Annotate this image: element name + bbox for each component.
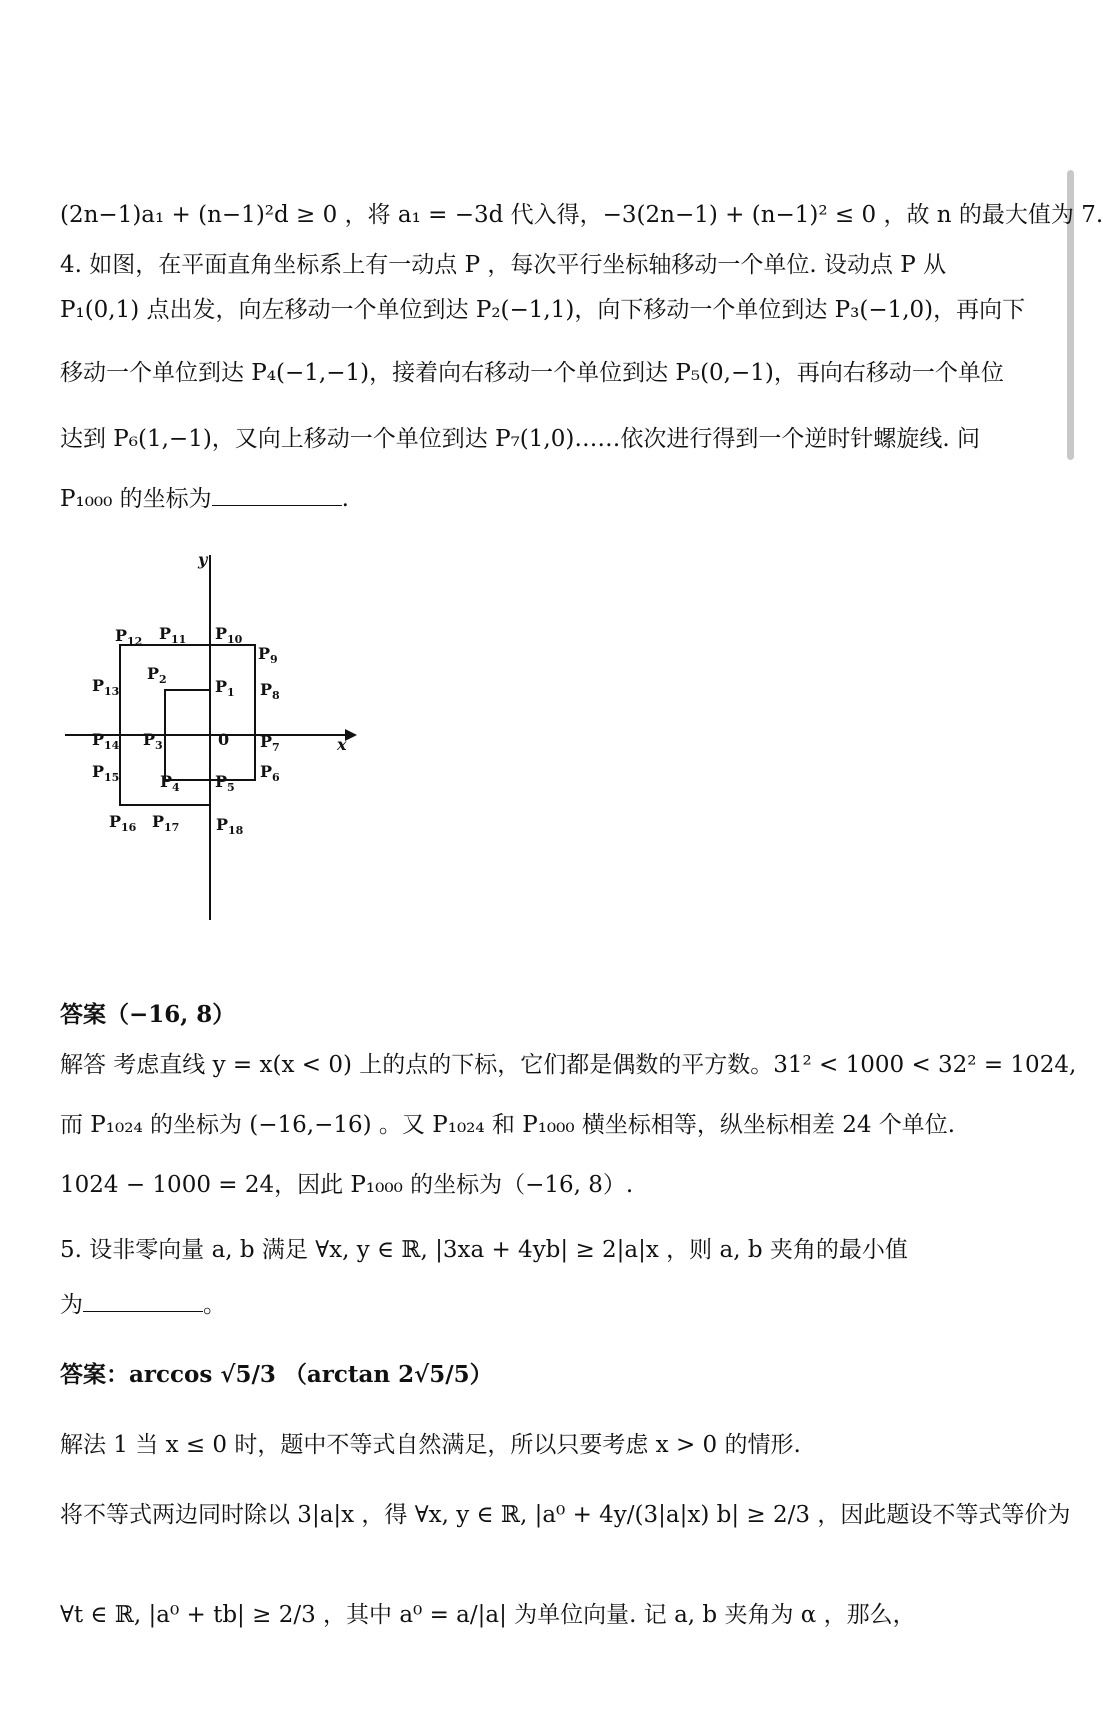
point-label-p18: $P_{18}$ <box>216 815 244 837</box>
point-label-p6: $P_6$ <box>260 762 280 784</box>
question-5-line-2 <box>60 1290 226 1320</box>
point-label-p15: $P_{15}$ <box>92 762 120 784</box>
x-axis-arrow-icon <box>345 729 357 741</box>
question-4-line-5 <box>60 484 349 514</box>
method-1-line-2: 将不等式两边同时除以 3|a|x ，得 ∀x, y ∈ ℝ, |a⁰ + 4y/(3|a|x) b| ≥ 2/3 ，因此题设不等式等价为 <box>60 1502 1071 1528</box>
point-label-p11: $P_{11}$ <box>159 624 187 646</box>
point-label-p10: $P_{10}$ <box>215 624 243 646</box>
question-5-period: 。 <box>203 1292 226 1318</box>
point-label-p7: $P_7$ <box>260 732 280 754</box>
question-4-period: . <box>341 486 349 512</box>
question-5-line-1: 5. 设非零向量 a, b 满足 ∀x, y ∈ ℝ, |3xa + 4yb| ≥ 2|a|x ，则 a, b 夹角的最小值 <box>60 1237 908 1263</box>
point-label-p2: $P_2$ <box>147 664 167 686</box>
point-label-p4: $P_4$ <box>160 772 180 794</box>
answer-blank-4 <box>212 487 342 506</box>
point-label-p17: $P_{17}$ <box>152 812 180 834</box>
answer-4: 答案（−16, 8） <box>60 1001 236 1028</box>
solution-4-line-2: 而 P₁₀₂₄ 的坐标为 (−16,−16) 。又 P₁₀₂₄ 和 P₁₀₀₀ 横坐标相等，纵坐标相差 24 个单位. <box>60 1112 956 1138</box>
point-label-p12: $P_{12}$ <box>115 626 143 648</box>
point-label-p5: $P_5$ <box>215 772 235 794</box>
question-4-line-3: 移动一个单位到达 P₄(−1,−1)，接着向右移动一个单位到达 P₅(0,−1)，再向右移动一个单位 <box>60 360 1004 386</box>
solution-4-line-3: 1024 − 1000 = 24，因此 P₁₀₀₀ 的坐标为（−16, 8）. <box>60 1172 634 1198</box>
method-1-line-1: 解法 1 当 x ≤ 0 时，题中不等式自然满足，所以只要考虑 x > 0 的情形. <box>60 1432 801 1458</box>
point-label-p8: $P_8$ <box>260 680 280 702</box>
point-label-p9: $P_9$ <box>258 644 278 666</box>
point-label-p1: $P_1$ <box>215 677 235 699</box>
spiral-diagram <box>65 550 365 925</box>
question-4-line-2: P₁(0,1) 点出发，向左移动一个单位到达 P₂(−1,1)，向下移动一个单位到达 P₃(−1,0)，再向下 <box>60 297 1026 323</box>
question-5-prompt: 为 <box>60 1292 83 1318</box>
point-label-p13: $P_{13}$ <box>92 676 120 698</box>
origin-label: 0 <box>218 730 230 749</box>
method-1-line-3: ∀t ∈ ℝ, |a⁰ + tb| ≥ 2/3 ，其中 a⁰ = a/|a| 为单位向量. 记 a, b 夹角为 α ，那么， <box>60 1602 916 1628</box>
answer-5: 答案：arccos √5/3 （arctan 2√5/5） <box>60 1361 493 1388</box>
point-label-p14: $P_{14}$ <box>92 730 120 752</box>
question-4-prompt: P₁₀₀₀ 的坐标为 <box>60 486 212 512</box>
question-4-line-1: 4. 如图，在平面直角坐标系上有一动点 P ，每次平行坐标轴移动一个单位. 设动点 P 从 <box>60 252 947 278</box>
spiral-path <box>120 645 255 805</box>
x-axis-label: x <box>337 735 347 754</box>
question-4-line-4: 达到 P₆(1,−1)，又向上移动一个单位到达 P₇(1,0)……依次进行得到一个逆时针螺旋线. 问 <box>60 426 980 452</box>
point-label-p3: $P_3$ <box>143 730 163 752</box>
point-label-p16: $P_{16}$ <box>109 812 137 834</box>
y-axis-label: y <box>198 550 208 569</box>
answer-blank-5 <box>83 1293 203 1312</box>
text-line-1: (2n−1)a₁ + (n−1)²d ≥ 0 ，将 a₁ = −3d 代入得，−3(2n−1) + (n−1)² ≤ 0 ，故 n 的最大值为 7. <box>60 202 1103 228</box>
solution-4-line-1: 解答 考虑直线 y = x(x < 0) 上的点的下标，它们都是偶数的平方数。31² < 1000 < 32² = 1024, <box>60 1052 1077 1078</box>
